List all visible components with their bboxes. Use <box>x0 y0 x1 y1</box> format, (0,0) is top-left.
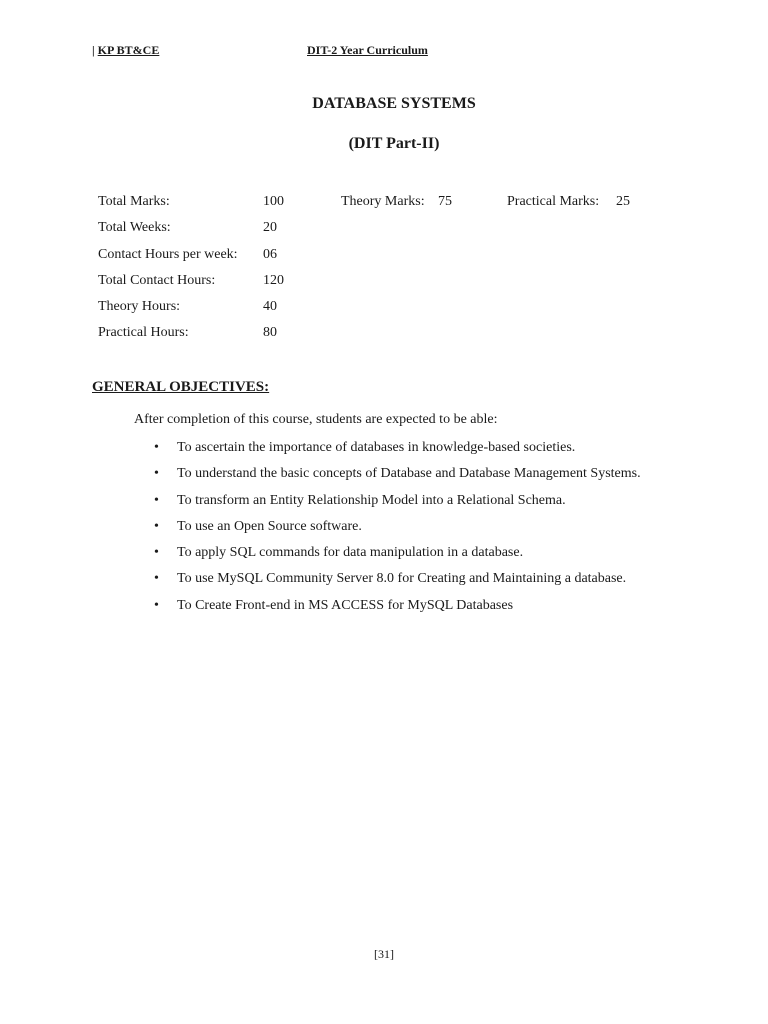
page-subtitle: (DIT Part-II) <box>348 135 440 152</box>
theory-hours-value: 40 <box>263 299 277 315</box>
total-weeks-label: Total Weeks: <box>98 220 171 236</box>
objectives-intro: After completion of this course, students are expected to be able: <box>134 412 498 427</box>
objective-text: To apply SQL commands for data manipulation in a database. <box>177 545 524 561</box>
bullet-icon: • <box>154 440 159 455</box>
practical-marks-value: 25 <box>616 194 630 209</box>
header-org-label: KP BT&CE <box>97 43 160 57</box>
objective-text: To transform an Entity Relationship Model into a Relational Schema. <box>177 492 566 508</box>
header-curriculum-label: DIT-2 Year Curriculum <box>307 43 428 57</box>
page-title: DATABASE SYSTEMS <box>312 95 476 112</box>
bullet-icon: • <box>154 571 159 587</box>
total-contact-hours-value: 120 <box>263 272 284 288</box>
practical-marks-label: Practical Marks: <box>507 194 600 209</box>
theory-marks-label: Theory Marks: <box>341 194 425 209</box>
objective-text: To use an Open Source software. <box>177 518 362 534</box>
objective-text: To use MySQL Community Server 8.0 for Creating and Maintaining a database. <box>177 571 627 587</box>
practical-hours-label: Practical Hours: <box>98 325 189 341</box>
bullet-icon: • <box>154 492 159 508</box>
page-number: [31] <box>374 947 394 961</box>
contact-hours-per-week-value: 06 <box>263 246 277 262</box>
practical-hours-value: 80 <box>263 325 277 341</box>
general-objectives-heading: GENERAL OBJECTIVES: <box>92 379 270 395</box>
total-weeks-value: 20 <box>263 220 277 236</box>
bullet-icon: • <box>154 518 159 534</box>
theory-hours-label: Theory Hours: <box>98 299 181 315</box>
bullet-icon: • <box>154 545 159 561</box>
objective-text: To Create Front-end in MS ACCESS for MySQL Databases <box>177 597 514 613</box>
bullet-icon: • <box>154 597 159 613</box>
bullet-icon: • <box>154 466 159 482</box>
header-separator: | <box>92 43 98 57</box>
contact-hours-per-week-label: Contact Hours per week: <box>98 246 238 262</box>
total-contact-hours-label: Total Contact Hours: <box>98 272 216 288</box>
total-marks-label: Total Marks: <box>98 194 170 209</box>
objective-text: To understand the basic concepts of Database and Database Management Systems. <box>177 466 641 482</box>
header-left <box>92 43 159 58</box>
objective-text: To ascertain the importance of databases in knowledge-based societies. <box>177 440 576 455</box>
theory-marks-value: 75 <box>438 194 452 209</box>
total-marks-value: 100 <box>263 194 284 209</box>
